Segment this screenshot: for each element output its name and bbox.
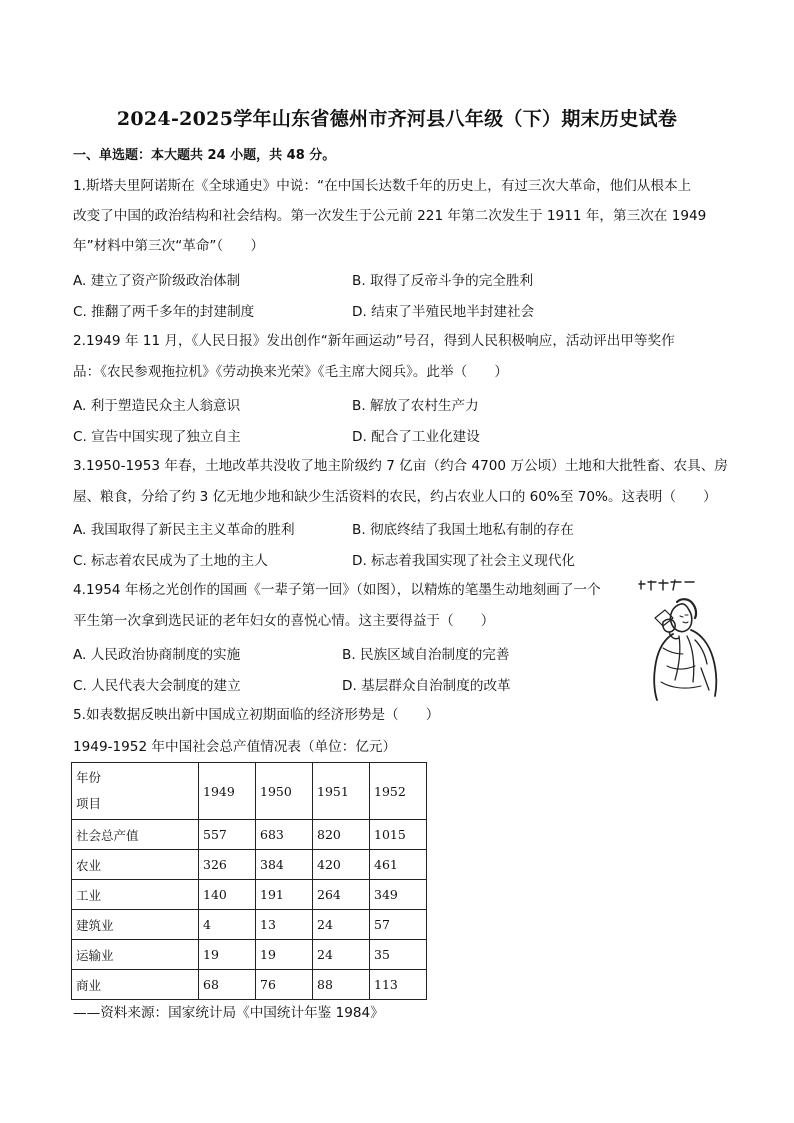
- q1-line-1: 1.斯塔夫里阿诺斯在《全球通史》中说：“在中国长达数千年的历史上，有过三次大革命，他们从根本上: [73, 178, 692, 194]
- table-cell: 24: [313, 910, 370, 940]
- table-cell: 683: [256, 820, 313, 850]
- table-row: [72, 880, 427, 910]
- year-header: 1950: [256, 763, 313, 820]
- section-heading: 一、单选题：本大题共 24 小题，共 48 分。: [73, 148, 336, 163]
- q4-option-b[interactable]: B. 民族区域自治制度的完善: [342, 647, 510, 663]
- year-header: 1951: [313, 763, 370, 820]
- q2-option-d[interactable]: D. 配合了工业化建设: [352, 429, 480, 445]
- header-item-label: 项目: [76, 796, 102, 811]
- q4-line-1: 4.1954 年杨之光创作的国画《一辈子第一回》（如图），以精炼的笔墨生动地刻画了一个: [73, 582, 601, 598]
- q2-option-a[interactable]: A. 利于塑造民众主人翁意识: [73, 398, 241, 414]
- row-label: 农业: [72, 850, 199, 880]
- year-header: 1949: [199, 763, 256, 820]
- table-cell: 76: [256, 970, 313, 1000]
- table-cell: 326: [199, 850, 256, 880]
- production-table: [71, 762, 427, 1000]
- q1-option-a[interactable]: A. 建立了资产阶级政治体制: [73, 273, 241, 289]
- q3-line-1: 3.1950-1953 年春，土地改革共没收了地主阶级约 7 亿亩（约合 4700 万公顷）土地和大批牲畜、农具、房: [73, 458, 728, 474]
- table-cell: 88: [313, 970, 370, 1000]
- table-cell: 140: [199, 880, 256, 910]
- q2-option-b[interactable]: B. 解放了农村生产力: [352, 398, 479, 414]
- table-cell: 68: [199, 970, 256, 1000]
- row-label: 建筑业: [72, 910, 199, 940]
- table-cell: 191: [256, 880, 313, 910]
- q3-option-d[interactable]: D. 标志着我国实现了社会主义现代化: [352, 553, 576, 569]
- table-cell: 384: [256, 850, 313, 880]
- q5-stem: 5.如表数据反映出新中国成立初期面临的经济形势是（ ）: [73, 707, 440, 723]
- header-year-label: 年份: [76, 770, 102, 785]
- row-label: 社会总产值: [72, 820, 199, 850]
- table-cell: 1015: [370, 820, 427, 850]
- table-source: ——资料来源：国家统计局《中国统计年鉴 1984》: [73, 1005, 384, 1021]
- q1-line-2: 改变了中国的政治结构和社会结构。第一次发生于公元前 221 年第二次发生于 1911 年，第三次在 1949: [73, 208, 707, 224]
- q4-line-2: 平生第一次拿到选民证的老年妇女的喜悦心情。这主要得益于（ ）: [73, 613, 495, 629]
- table-row: [72, 850, 427, 880]
- q2-option-c[interactable]: C. 宣告中国实现了独立自主: [73, 429, 241, 445]
- q4-option-c[interactable]: C. 人民代表大会制度的建立: [73, 678, 241, 694]
- table-corner-cell: [72, 763, 199, 820]
- exam-title: 2024-2025学年山东省德州市齐河县八年级（下）期末历史试卷: [116, 108, 678, 130]
- q4-option-d[interactable]: D. 基层群众自治制度的改革: [342, 678, 511, 694]
- table-cell: 13: [256, 910, 313, 940]
- table-cell: 19: [199, 940, 256, 970]
- table-cell: 420: [313, 850, 370, 880]
- q2-line-1: 2.1949 年 11 月，《人民日报》发出创作“新年画运动”号召，得到人民积极响应，活动评出甲等奖作: [73, 333, 675, 349]
- table-cell: 4: [199, 910, 256, 940]
- table-cell: 557: [199, 820, 256, 850]
- table-caption: 1949-1952 年中国社会总产值情况表（单位：亿元）: [73, 739, 397, 755]
- row-label: 商业: [72, 970, 199, 1000]
- q1-option-d[interactable]: D. 结束了半殖民地半封建社会: [352, 304, 535, 320]
- q3-option-a[interactable]: A. 我国取得了新民主主义革命的胜利: [73, 522, 295, 538]
- painting-illustration: [633, 578, 729, 702]
- table-row: [72, 820, 427, 850]
- row-label: 运输业: [72, 940, 199, 970]
- table-cell: 461: [370, 850, 427, 880]
- table-row: [72, 940, 427, 970]
- q1-line-3: 年”材料中第三次“革命”（ ）: [73, 238, 265, 254]
- q1-option-c[interactable]: C. 推翻了两千多年的封建制度: [73, 304, 255, 320]
- table-row: [72, 970, 427, 1000]
- table-header-row: [72, 763, 427, 820]
- row-label: 工业: [72, 880, 199, 910]
- table-cell: 35: [370, 940, 427, 970]
- q1-option-b[interactable]: B. 取得了反帝斗争的完全胜利: [352, 273, 534, 289]
- q4-option-a[interactable]: A. 人民政治协商制度的实施: [73, 647, 241, 663]
- year-header: 1952: [370, 763, 427, 820]
- table-row: [72, 910, 427, 940]
- table-cell: 113: [370, 970, 427, 1000]
- table-cell: 820: [313, 820, 370, 850]
- q3-option-c[interactable]: C. 标志着农民成为了土地的主人: [73, 553, 268, 569]
- table-cell: 264: [313, 880, 370, 910]
- table-cell: 24: [313, 940, 370, 970]
- table-cell: 349: [370, 880, 427, 910]
- q2-line-2: 品：《农民参观拖拉机》《劳动换来光荣》《毛主席大阅兵》。此举（ ）: [73, 364, 508, 380]
- q3-line-2: 屋、粮食，分给了约 3 亿无地少地和缺少生活资料的农民，约占农业人口的 60%至 70%。这表明（ ）: [73, 489, 717, 505]
- table-cell: 19: [256, 940, 313, 970]
- q3-option-b[interactable]: B. 彻底终结了我国土地私有制的存在: [352, 522, 574, 538]
- table-cell: 57: [370, 910, 427, 940]
